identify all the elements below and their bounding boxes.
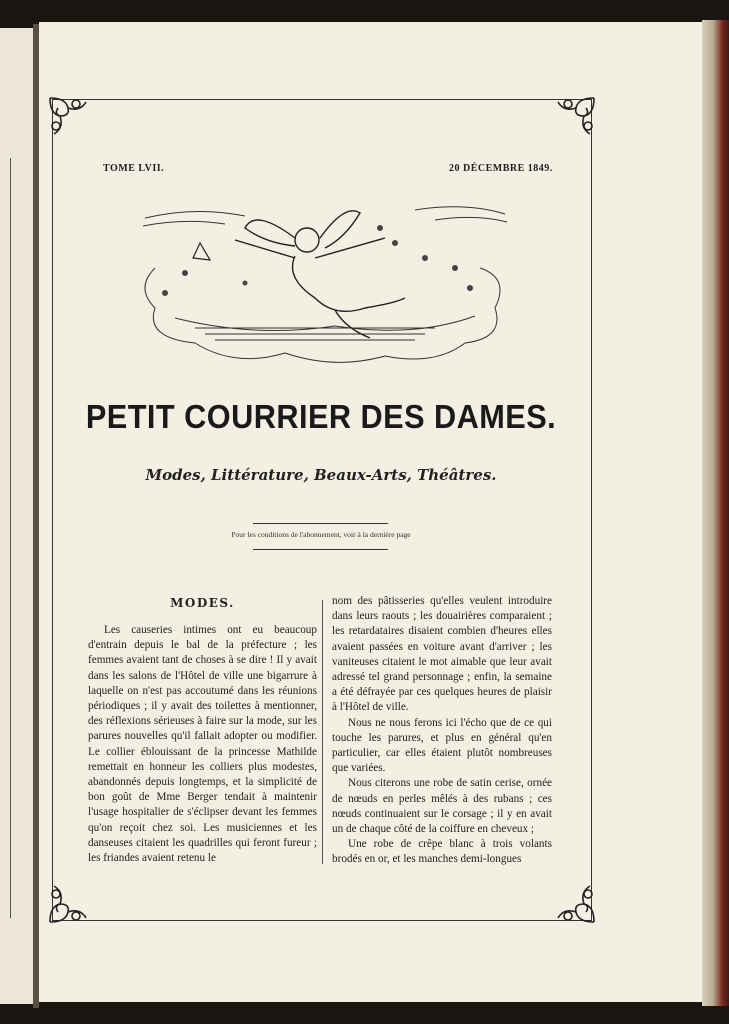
tome-label: TOME LVII. <box>103 163 165 174</box>
divider <box>253 523 388 524</box>
column-separator <box>322 600 323 864</box>
facing-page-edge <box>0 28 35 1004</box>
article-column-right <box>332 594 552 868</box>
masthead-title: PETIT COURRIER DES DAMES. <box>85 398 557 435</box>
subscription-note: Pour les conditions de l'abonnement, voir à la dernière page <box>231 530 411 539</box>
paragraph: nom des pâtisseries qu'elles veulent introduire dans leurs raouts ; les douairières comparaient ; les retardataires disaient combien d'heures elles avaient passées en voiture avant d'arriver ; les vaniteuses citaient le mot aimable que leur avait adressé tel grand personnage ; enfin, la semaine a été défrayée par ces quelques heures de plaisir à l'Hôtel de ville. <box>332 595 552 714</box>
corner-ornament-icon <box>46 94 92 140</box>
paragraph: Une robe de crêpe blanc à trois volants brodés en or, et les manches demi-longues <box>332 838 552 866</box>
paragraph: Nous citerons une robe de satin cerise, ornée de nœuds en perles mêlés à des rubans ; ces nœuds continuaient sur le corsage ; il y en avait un de chaque côté de la coiffure en cheveux ; <box>332 777 552 836</box>
corner-ornament-icon <box>46 880 92 926</box>
corner-ornament-icon <box>552 880 598 926</box>
section-heading: MODES. <box>170 596 235 610</box>
divider <box>253 549 388 550</box>
page-edge <box>702 20 729 1006</box>
masthead-subtitle: Modes, Littérature, Beaux-Arts, Théâtres. <box>145 466 497 484</box>
cherub-vignette-icon <box>135 198 510 373</box>
facing-page-rule <box>10 158 11 918</box>
article-column-left <box>88 623 317 866</box>
issue-date: 20 DÉCEMBRE 1849. <box>449 163 553 174</box>
paragraph: Les causeries intimes ont eu beaucoup d'entrain depuis le bal de la préfecture ; les femmes avaient tant de choses à se dire ! Il y avait dans les salons de l'Hôtel de ville une bigarrure à laquelle on n'est pas accoutumé dans les réunions périodiques ; il y avait des toilettes à mentionner, des réflexions sérieuses à faire sur la mode, sur les parures nouvelles qu'il fallait adopter ou modifier. Le collier éblouissant de la princesse Mathilde remettait en honneur les colliers plus modestes, abandonnés depuis longtemps, et la simplicité de bon goût de Mme Berger tendait à maintenir l'usage hospitalier de s'éclipser devant les femmes qu'on reçoit chez soi. Les musiciennes et les danseuses citaient les quadrilles qui feront fureur ; les friandes avaient retenu le <box>88 624 317 865</box>
corner-ornament-icon <box>552 94 598 140</box>
paragraph: Nous ne nous ferons ici l'écho que de ce qui touche les parures, et plus en général qu'en particulier, car elles étaient plutôt nombreuses que variées. <box>332 716 552 775</box>
